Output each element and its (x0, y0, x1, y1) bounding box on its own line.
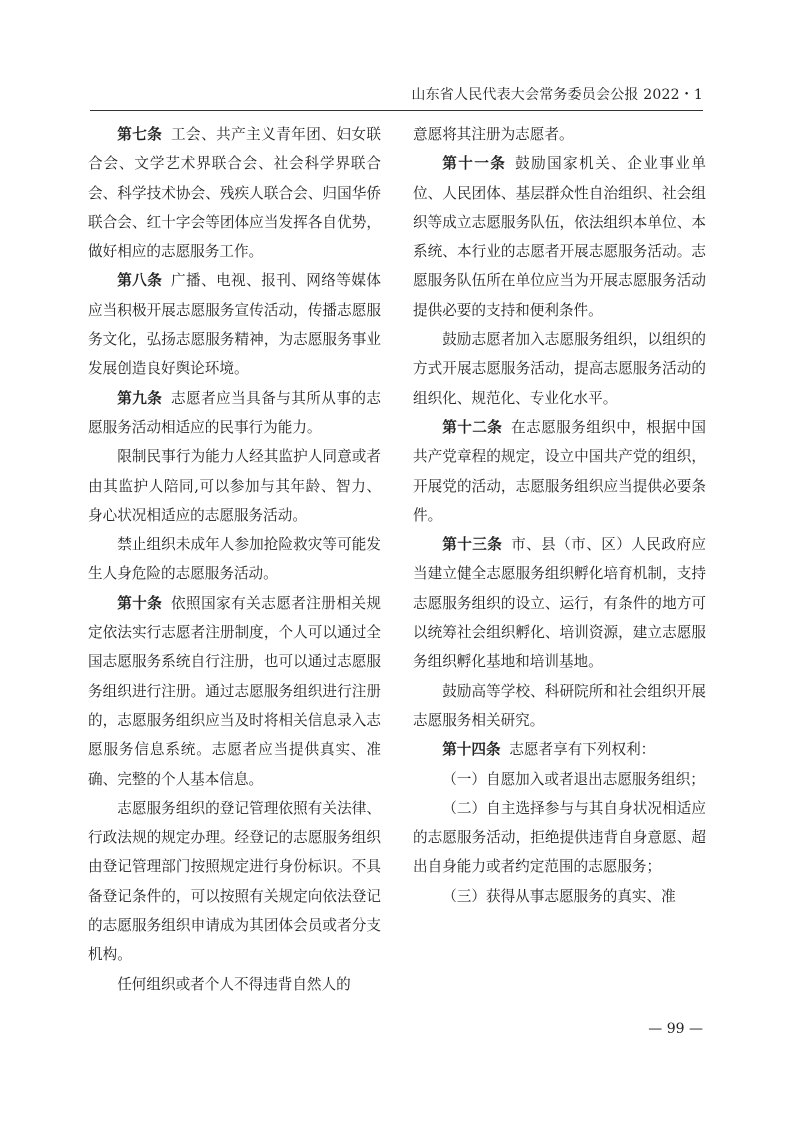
paragraph (413, 325, 706, 413)
paragraph-text: 市、县（市、区）人民政府应当建立健全志愿服务组织孵化培育机制，支持志愿服务组织的设立、运行，有条件的地方可以统筹社会组织孵化、培训资源，建立志愿服务组织孵化基地和培训基地。 (413, 536, 706, 671)
paragraph-text: 限制民事行为能力人经其监护人同意或者由其监护人陪同,可以参加与其年龄、智力、身心状况相适应的志愿服务活动。 (88, 448, 381, 524)
paragraph (413, 794, 706, 882)
paragraph-continuation (413, 120, 706, 149)
running-header (90, 86, 703, 111)
paragraph-text: 鼓励志愿者加入志愿服务组织，以组织的方式开展志愿服务活动，提高志愿服务活动的组织化、规范化、专业化水平。 (413, 331, 706, 407)
paragraph (88, 970, 381, 999)
paragraph (88, 589, 381, 794)
paragraph (413, 413, 706, 530)
paragraph (413, 765, 706, 794)
paragraph-text: 在志愿服务组织中，根据中国共产党章程的规定，设立中国共产党的组织，开展党的活动，志愿服务组织应当提供必要条件。 (413, 418, 706, 524)
paragraph-text: 禁止组织未成年人参加抢险救灾等可能发生人身危险的志愿服务活动。 (88, 536, 381, 583)
paragraph-text: 依照国家有关志愿者注册相关规定依法实行志愿者注册制度，个人可以通过全国志愿服务系统自行注册，也可以通过志愿服务组织进行注册。通过志愿服务组织进行注册的，志愿服务组织应当及时将相关信息录入志愿服务信息系统。志愿者应当提供真实、准确、完整的个人基本信息。 (88, 594, 381, 788)
article-number: 第十条 (117, 594, 163, 612)
article-number: 第十二条 (442, 418, 503, 436)
article-number: 第十四条 (442, 741, 501, 759)
paragraph (88, 530, 381, 589)
paragraph-text: 志愿者享有下列权利： (509, 741, 656, 759)
article-number: 第八条 (117, 272, 163, 290)
paragraph-text: 任何组织或者个人不得违背自然人的 (117, 975, 351, 993)
paragraph-text: 鼓励高等学校、科研院所和社会组织开展志愿服务相关研究。 (413, 682, 706, 729)
paragraph (88, 442, 381, 530)
paragraph-text: 意愿将其注册为志愿者。 (413, 126, 574, 143)
paragraph-text: 鼓励国家机关、企业事业单位、人民团体、基层群众性自治组织、社会组织等成立志愿服务队伍，依法组织本单位、本系统、本行业的志愿者开展志愿服务活动。志愿服务队伍所在单位应当为开展志愿服务活动提供必要的支持和便利条件。 (413, 155, 706, 319)
paragraph (413, 735, 706, 764)
paragraph (413, 882, 706, 911)
right-column (413, 120, 706, 911)
paragraph-text: （三）获得从事志愿服务的真实、准 (442, 887, 676, 905)
article-number: 第九条 (117, 389, 163, 407)
paragraph-text: （二）自主选择参与与其自身状况相适应的志愿服务活动，拒绝提供违背自身意愿、超出自身能力或者约定范围的志愿服务； (413, 799, 706, 876)
article-number: 第十三条 (442, 536, 503, 554)
article-number: 第十一条 (442, 155, 507, 173)
paragraph (413, 677, 706, 736)
journal-issue-title: 山东省人民代表大会常务委员会公报 2022・1 (411, 87, 703, 103)
paragraph-text: 志愿者应当具备与其所从事的志愿服务活动相适应的民事行为能力。 (88, 389, 381, 436)
paragraph-text: 工会、共产主义青年团、妇女联合会、文学艺术界联合会、社会科学界联合会、科学技术协会、残疾人联合会、归国华侨联合会、红十字会等团体应当发挥各自优势，做好相应的志愿服务工作。 (88, 126, 381, 261)
paragraph (413, 530, 706, 676)
left-column (88, 120, 381, 999)
paragraph (413, 149, 706, 325)
page-number: — 99 — (648, 1021, 703, 1037)
paragraph (88, 384, 381, 443)
paragraph (88, 266, 381, 383)
paragraph (88, 794, 381, 970)
paragraph-text: 广播、电视、报刊、网络等媒体应当积极开展志愿服务宣传活动，传播志愿服务文化，弘扬志愿服务精神，为志愿服务事业发展创造良好舆论环境。 (88, 272, 381, 378)
paragraph (88, 120, 381, 266)
article-number: 第七条 (117, 126, 163, 143)
paragraph-text: （一）自愿加入或者退出志愿服务组织； (442, 770, 705, 788)
paragraph-text: 志愿服务组织的登记管理依照有关法律、行政法规的规定办理。经登记的志愿服务组织由登记管理部门按照规定进行身份标识。不具备登记条件的，可以按照有关规定向依法登记的志愿服务组织申请成为其团体会员或者分支机构。 (88, 799, 381, 964)
